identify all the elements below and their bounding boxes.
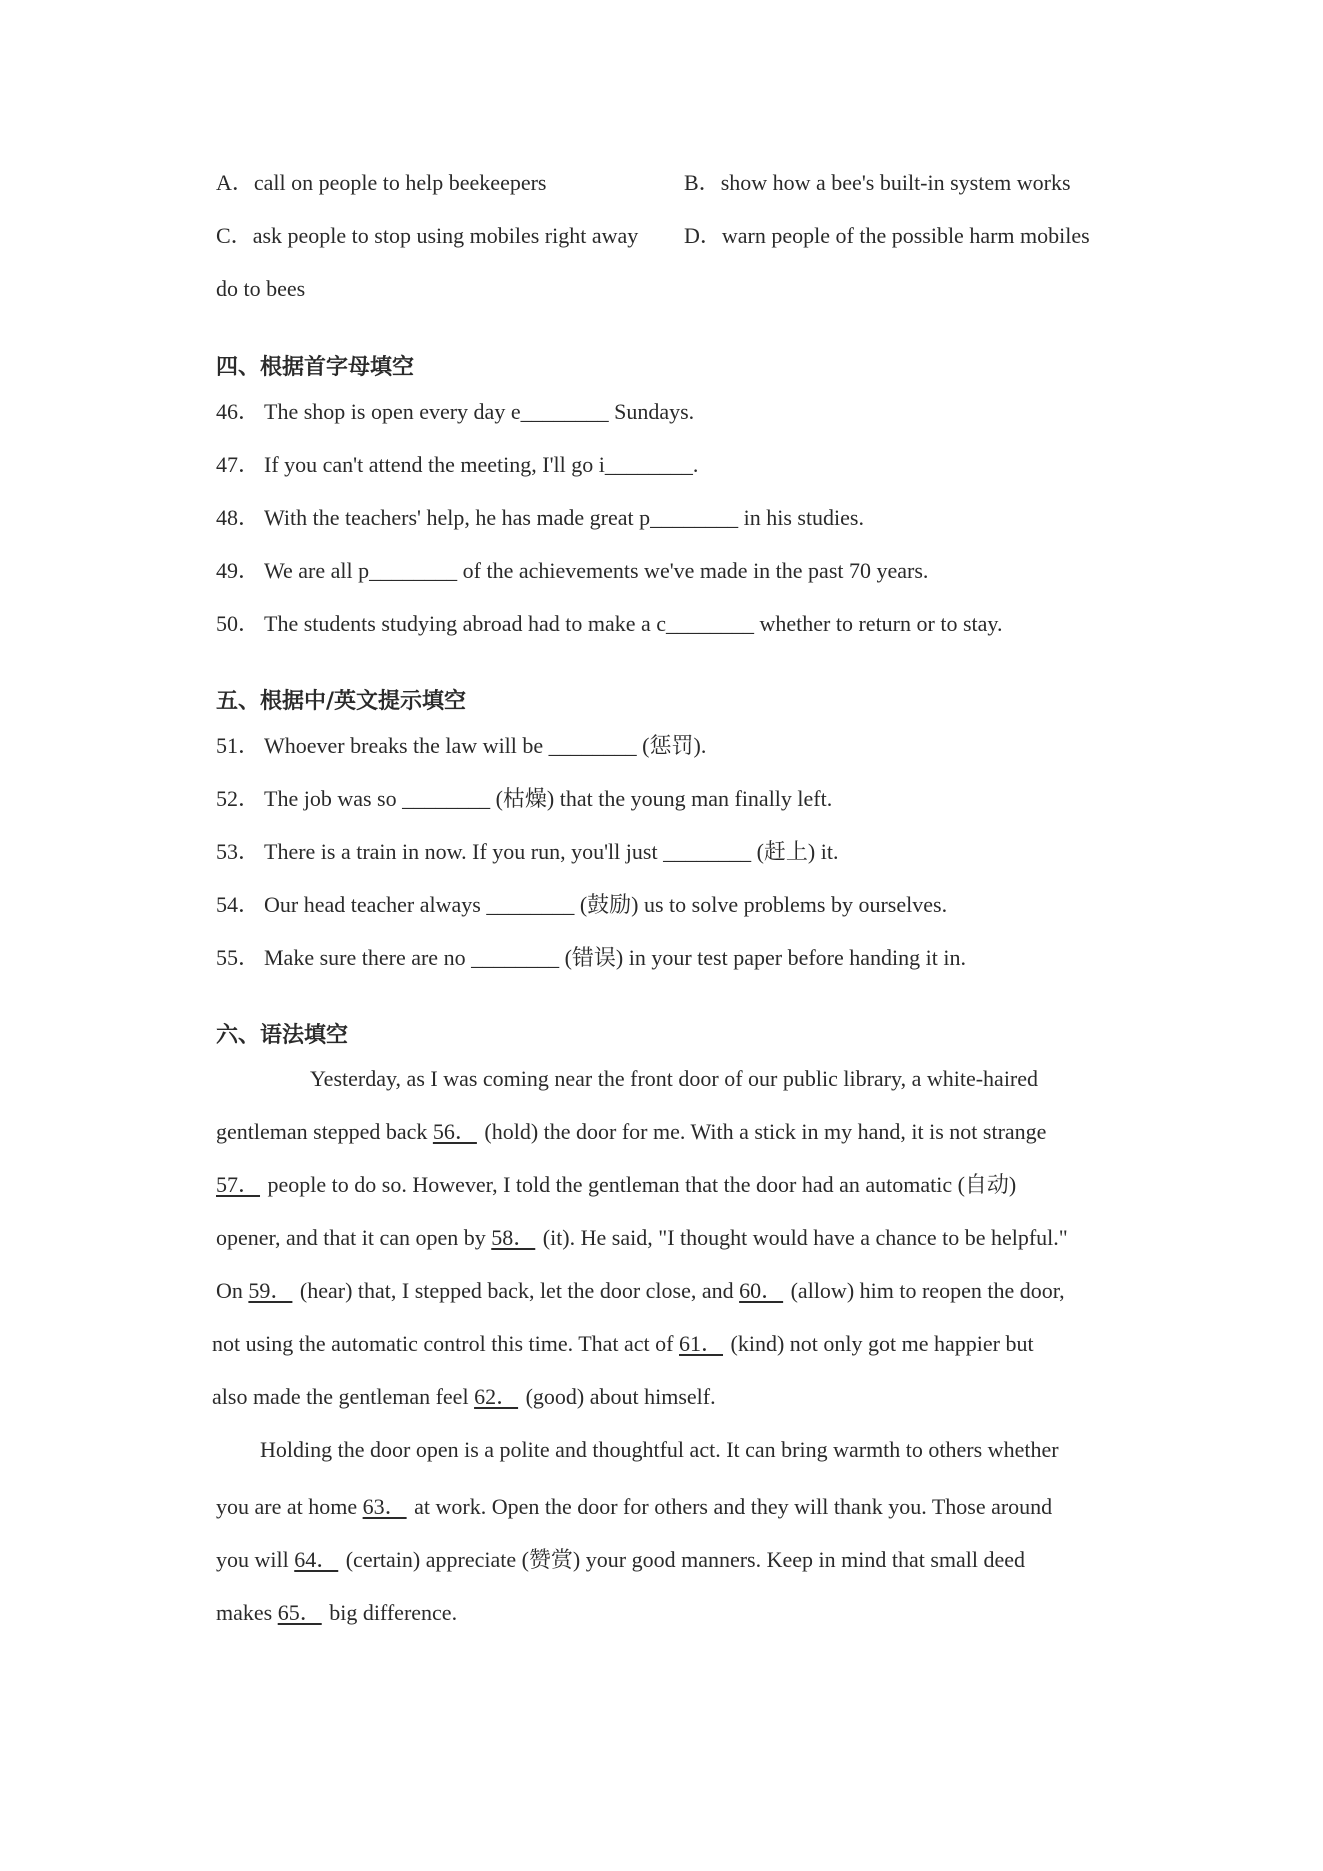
question-text: (鼓励) us to solve problems by ourselves. — [574, 892, 948, 917]
passage-line: opener, and that it can open by 58． (it). He said, "I thought would have a chance to be helpful." — [216, 1223, 1068, 1253]
question-text: The students studying abroad had to make a c — [264, 611, 667, 636]
passage-line: On 59． (hear) that, I stepped back, let the door close, and 60． (allow) him to reopen the door, — [216, 1276, 1065, 1306]
question-48 — [216, 503, 864, 533]
question-text: in his studies. — [738, 505, 864, 530]
question-46 — [216, 397, 694, 427]
passage-line: you are at home 63． at work. Open the door for others and they will thank you. Those around — [216, 1492, 1052, 1522]
answer-blank-57[interactable]: 57． — [216, 1172, 261, 1197]
question-text: Sundays. — [608, 399, 695, 424]
question-number: 51． — [216, 733, 261, 758]
passage-line: gentleman stepped back 56． (hold) the door for me. With a stick in my hand, it is not strange — [216, 1117, 1046, 1147]
option-text: call on people to help beekeepers — [253, 170, 547, 195]
answer-blank-64[interactable]: 64． — [294, 1547, 339, 1572]
answer-blank[interactable]: ________ — [604, 452, 693, 477]
question-text: The shop is open every day e — [264, 399, 521, 424]
answer-blank-62[interactable]: 62． — [474, 1384, 519, 1409]
question-text: (错误) in your test paper before handing it in. — [559, 945, 966, 970]
section-6-heading: 六、语法填空 — [216, 1023, 349, 1048]
question-number: 53． — [216, 839, 261, 864]
question-47 — [216, 450, 698, 480]
question-55 — [216, 943, 966, 973]
answer-blank-58[interactable]: 58． — [491, 1225, 536, 1250]
question-text: The job was so — [264, 786, 403, 811]
question-52 — [216, 784, 832, 814]
option-text: warn people of the possible harm mobiles — [721, 223, 1090, 248]
option-letter: D． — [684, 223, 722, 248]
question-text: (赶上) it. — [751, 839, 839, 864]
option-d-continuation: do to bees — [216, 276, 306, 301]
question-54 — [216, 890, 947, 920]
passage-line: also made the gentleman feel 62． (good) about himself. — [212, 1382, 716, 1412]
question-text: of the achievements we've made in the past 70 years. — [457, 558, 929, 583]
answer-blank-61[interactable]: 61． — [679, 1331, 724, 1356]
answer-blank[interactable]: ________ — [663, 839, 752, 864]
question-number: 47． — [216, 452, 261, 477]
answer-blank-59[interactable]: 59． — [248, 1278, 293, 1303]
answer-blank[interactable]: ________ — [486, 892, 575, 917]
question-number: 54． — [216, 892, 261, 917]
option-a — [216, 168, 547, 198]
question-text: (枯燥) that the young man finally left. — [490, 786, 833, 811]
question-49 — [216, 556, 928, 586]
answer-blank[interactable]: ________ — [650, 505, 739, 530]
answer-blank[interactable]: ________ — [369, 558, 458, 583]
question-text: If you can't attend the meeting, I'll go i — [264, 452, 605, 477]
passage-line: Yesterday, as I was coming near the front door of our public library, a white-haired — [310, 1066, 1039, 1091]
option-letter: C． — [216, 223, 253, 248]
question-text: (惩罚). — [636, 733, 707, 758]
option-letter: B． — [684, 170, 721, 195]
question-50 — [216, 609, 1002, 639]
passage-line: 57． people to do so. However, I told the gentleman that the door had an automatic (自动) — [216, 1170, 1016, 1200]
question-number: 52． — [216, 786, 261, 811]
question-number: 49． — [216, 558, 261, 583]
question-number: 50． — [216, 611, 261, 636]
question-53 — [216, 837, 838, 867]
answer-blank[interactable]: ________ — [666, 611, 755, 636]
passage-line: you will 64． (certain) appreciate (赞赏) your good manners. Keep in mind that small deed — [216, 1545, 1025, 1575]
answer-blank[interactable]: ________ — [520, 399, 609, 424]
question-number: 46． — [216, 399, 261, 424]
option-d — [684, 221, 1090, 251]
option-text: ask people to stop using mobiles right away — [252, 223, 639, 248]
option-b — [684, 168, 1071, 198]
section-4-heading: 四、根据首字母填空 — [216, 355, 415, 380]
question-text: . — [692, 452, 699, 477]
answer-blank-56[interactable]: 56． — [432, 1119, 477, 1144]
option-c — [216, 221, 638, 251]
passage-line: Holding the door open is a polite and thoughtful act. It can bring warmth to others whether — [260, 1437, 1059, 1462]
section-5-heading: 五、根据中/英文提示填空 — [216, 689, 467, 714]
option-letter: A． — [216, 170, 254, 195]
question-text: Whoever breaks the law will be — [264, 733, 549, 758]
answer-blank[interactable]: ________ — [471, 945, 560, 970]
answer-blank[interactable]: ________ — [548, 733, 637, 758]
passage-line: not using the automatic control this time. That act of 61． (kind) not only got me happier but — [212, 1329, 1034, 1359]
answer-blank-65[interactable]: 65． — [277, 1600, 322, 1625]
question-text: whether to return or to stay. — [754, 611, 1003, 636]
question-text: We are all p — [264, 558, 370, 583]
question-text: Make sure there are no — [264, 945, 472, 970]
answer-blank[interactable]: ________ — [402, 786, 491, 811]
question-number: 48． — [216, 505, 261, 530]
question-text: With the teachers' help, he has made great p — [264, 505, 651, 530]
answer-blank-63[interactable]: 63． — [362, 1494, 407, 1519]
passage-line: makes 65． big difference. — [216, 1598, 457, 1628]
answer-blank-60[interactable]: 60． — [739, 1278, 784, 1303]
option-text: show how a bee's built-in system works — [720, 170, 1071, 195]
question-number: 55． — [216, 945, 261, 970]
question-51 — [216, 731, 706, 761]
question-text: Our head teacher always — [264, 892, 487, 917]
question-text: There is a train in now. If you run, you'll just — [264, 839, 664, 864]
